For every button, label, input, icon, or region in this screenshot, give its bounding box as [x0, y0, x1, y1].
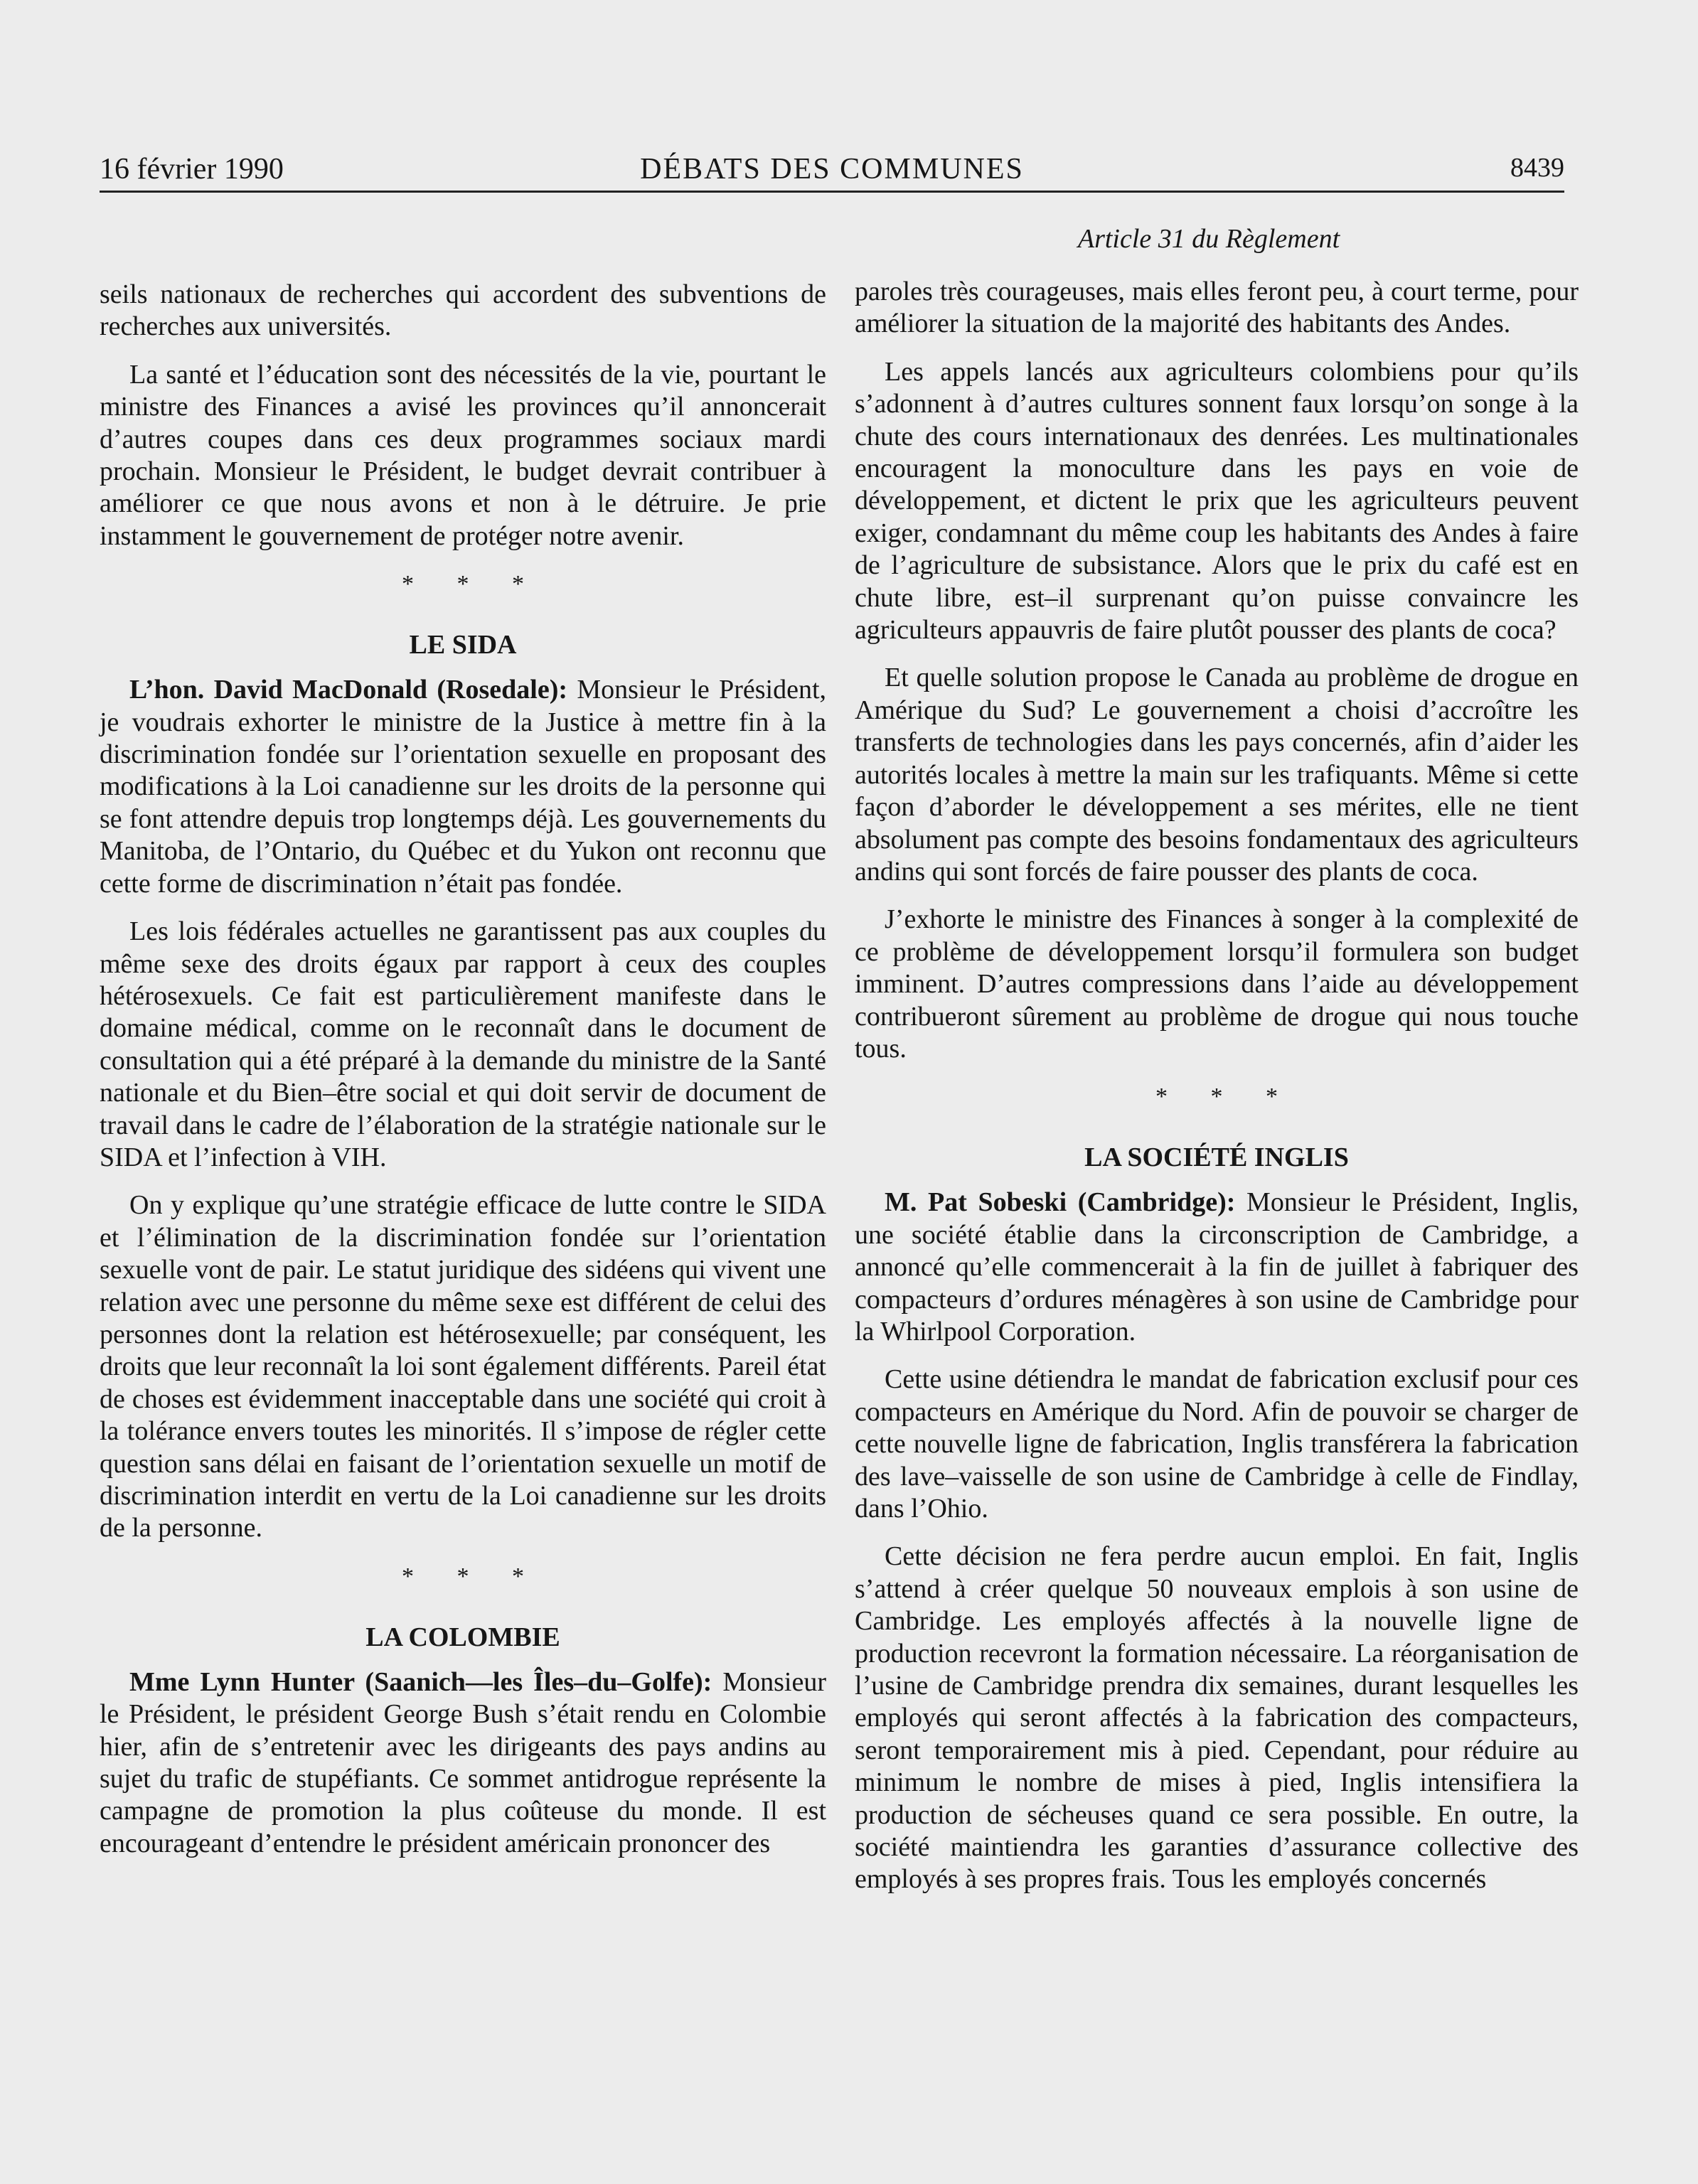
header-title: DÉBATS DES COMMUNES	[640, 153, 1024, 186]
speech-paragraph	[100, 674, 826, 900]
section-separator: * * *	[402, 1563, 543, 1590]
paragraph: J’exhorte le ministre des Finances à songer à la complexité de ce problème de développement lorsqu’il formulera son budget imminent. D’autres compressions dans l’aide au développement contribueront sûrement au problème de drogue qui nous touche tous.	[855, 904, 1579, 1064]
speaker-name: M. Pat Sobeski (Cambridge):	[885, 1187, 1236, 1218]
paragraph: On y explique qu’une stratégie efficace de lutte contre le SIDA et l’élimination de la discrimination fondée sur l’orientation sexuelle vont de pair. Le statut juridique des sidéens qui vivent une relation avec une personne du même sexe est différent de celui des personnes dont la relation est hétérosexuelle; par conséquent, les droits que leur reconnaît la loi sont également différents. Pareil état de choses est évidemment inacceptable dans une société qui croit à la tolérance envers toutes les minorités. Il s’impose de régler cette question sans délai en faisant de l’orientation sexuelle un motif de discrimination interdit en vertu de la Loi canadienne sur les droits de la personne.	[100, 1190, 826, 1543]
paragraph: Les appels lancés aux agriculteurs colombiens pour qu’ils s’adonnent à d’autres cultures sonnent faux lorsqu’on songe à la chute des cours internationaux des denrées. Les multinationales encouragent la monoculture dans les pays en voie de développement, et dictent le prix que les agriculteurs peuvent exiger, condamnant du même coup les habitants des Andes à faire de l’agriculture de subsistance. Alors que le prix du café est en chute libre, est–il surprenant qu’on puisse convaincre les agriculteurs appauvris de faire plutôt pousser des plants de coca?	[855, 356, 1579, 646]
header-rule	[100, 191, 1564, 193]
section-subheader: Article 31 du Règlement	[1077, 224, 1340, 254]
speaker-name: Mme Lynn Hunter (Saanich—les Îles–du–Golfe):	[129, 1666, 712, 1697]
speech-text: Monsieur le Président, Inglis, une société établie dans la circonscription de Cambridge, a annoncé qu’elle commencerait à la fin de juillet à fabriquer des compacteurs d’ordures ménagères à son usine de Cambridge pour la Whirlpool Corporation.	[855, 1187, 1579, 1347]
section-title-le-sida: LE SIDA	[409, 630, 517, 660]
section-separator: * * *	[402, 571, 543, 598]
section-title-la-societe-inglis: LA SOCIÉTÉ INGLIS	[1084, 1142, 1349, 1173]
speaker-name: L’hon. David MacDonald (Rosedale):	[129, 675, 568, 705]
left-column	[100, 279, 826, 1875]
speech-text: Monsieur le Président, le président George Bush s’était rendu en Colombie hier, afin de s’entretenir avec les dirigeants des pays andins au sujet du trafic de stupéfiants. Ce sommet antidrogue représente la campagne de promotion la plus coûteuse du monde. Il est encourageant d’entendre le président américain prononcer des	[100, 1666, 826, 1858]
speech-paragraph	[100, 1666, 826, 1860]
right-column	[855, 276, 1579, 1912]
header-date: 16 février 1990	[100, 153, 284, 186]
page-header	[100, 148, 1564, 191]
paragraph: seils nationaux de recherches qui accordent des subventions de recherches aux universités.	[100, 279, 826, 342]
paragraph: Les lois fédérales actuelles ne garantissent pas aux couples du même sexe des droits égaux par rapport à ceux des couples hétérosexuels. Ce fait est particulièrement manifeste dans le domaine médical, comme on le reconnaît dans le document de consultation qui a été préparé à la demande du ministre de la Santé nationale et du Bien–être social et qui doit servir de document de travail dans le cadre de l’élaboration de la stratégie nationale sur le SIDA et l’infection à VIH.	[100, 916, 826, 1172]
speech-text: Monsieur le Président, je voudrais exhorter le ministre de la Justice à mettre fin à la discrimination fondée sur l’orientation sexuelle en proposant des modifications à la Loi canadienne sur les droits de la personne qui se font attendre depuis trop longtemps déjà. Les gouvernements du Manitoba, de l’Ontario, du Québec et du Yukon ont reconnu que cette forme de discrimination n’était pas fondée.	[100, 675, 826, 899]
paragraph: Et quelle solution propose le Canada au problème de drogue en Amérique du Sud? Le gouvernement a choisi d’accroître les transferts de technologies dans les pays concernés, afin d’aider les autorités locales à mettre la main sur les trafiquants. Même si cette façon d’aborder le développement a ses mérites, elle ne tient absolument pas compte des besoins fondamentaux des agriculteurs andins qui sont forcés de faire pousser des plants de coca.	[855, 663, 1579, 887]
section-separator: * * *	[1155, 1083, 1296, 1110]
paragraph: La santé et l’éducation sont des nécessités de la vie, pourtant le ministre des Finances a avisé les provinces qu’il annoncerait d’autres coupes dans ces deux programmes sociaux mardi prochain. Monsieur le Président, le budget devrait contribuer à améliorer ce que nous avons et non à le détruire. Je prie instamment le gouvernement de protéger notre avenir.	[100, 359, 826, 551]
section-title-la-colombie: LA COLOMBIE	[365, 1622, 560, 1652]
paragraph: Cette décision ne fera perdre aucun emploi. En fait, Inglis s’attend à créer quelque 50 nouveaux emplois à son usine de Cambridge. Les employés affectés à la nouvelle ligne de production recevront la formation nécessaire. La réorganisation de l’usine de Cambridge prendra dix semaines, durant lesquelles les employés qui seront affectés à la fabrication des compacteurs, seront temporairement mis à pied. Cependant, pour réduire au minimum le nombre de mises à pied, Inglis intensifiera la production de sécheuses quand ce sera possible. En outre, la société maintiendra les garanties d’assurance collective des employés à ses propres frais. Tous les employés concernés	[855, 1541, 1579, 1895]
paragraph: paroles très courageuses, mais elles feront peu, à court terme, pour améliorer la situation de la majorité des habitants des Andes.	[855, 277, 1579, 339]
paragraph: Cette usine détiendra le mandat de fabrication exclusif pour ces compacteurs en Amérique du Nord. Afin de pouvoir se charger de cette nouvelle ligne de fabrication, Inglis transférera la fabrication des lave–vaisselle de son usine de Cambridge à celle de Findlay, dans l’Ohio.	[855, 1364, 1579, 1524]
page-number: 8439	[1510, 153, 1564, 183]
speech-paragraph	[855, 1187, 1579, 1348]
